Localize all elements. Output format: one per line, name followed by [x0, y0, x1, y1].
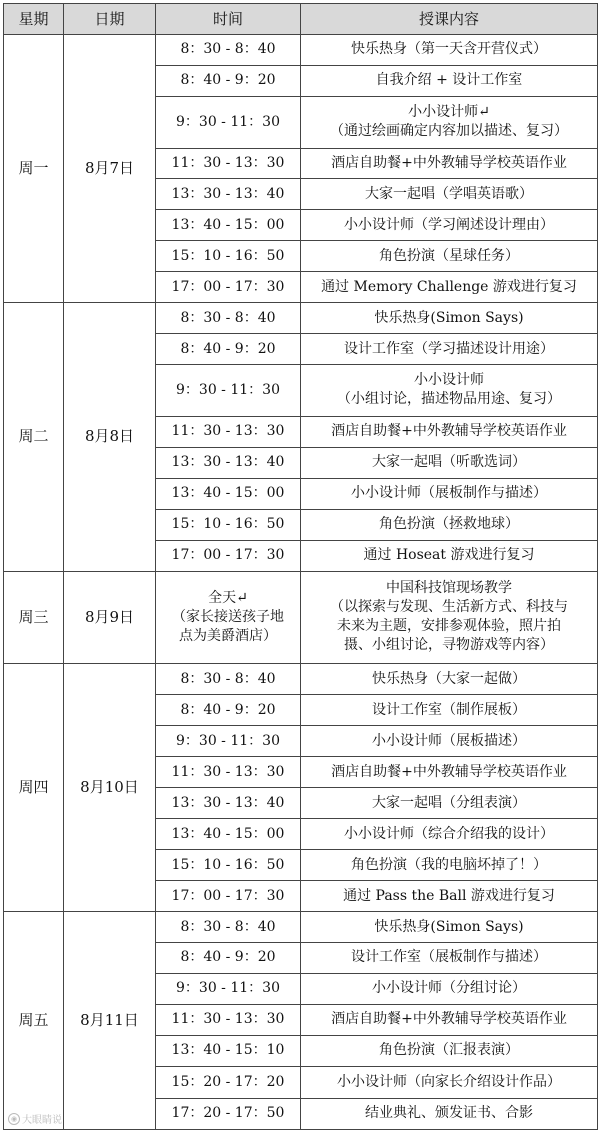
activity-cell: 结业典礼、颁发证书、合影	[301, 1098, 598, 1129]
activity-cell: 大家一起唱（听歌选词）	[301, 447, 598, 478]
time-cell: 17：00 - 17：30	[156, 540, 301, 571]
time-cell: 17：00 - 17：30	[156, 272, 301, 303]
time-cell: 11：30 - 13：30	[156, 416, 301, 447]
time-cell: 9：30 - 11：30	[156, 96, 301, 148]
weibo-logo-icon: ◉	[8, 1113, 20, 1125]
table-row	[4, 35, 598, 66]
activity-cell: 大家一起唱（分组表演）	[301, 788, 598, 819]
activity-cell: 小小设计师（分组讨论）	[301, 973, 598, 1004]
date-cell: 8月9日	[64, 571, 156, 664]
time-cell: 15：10 - 16：50	[156, 241, 301, 272]
time-cell: 15：20 - 17：20	[156, 1066, 301, 1098]
header-weekday: 星期	[4, 4, 64, 35]
time-cell: 13：40 - 15：00	[156, 478, 301, 509]
time-cell: 13：30 - 13：40	[156, 447, 301, 478]
weekday-cell: 周四	[4, 664, 64, 912]
activity-cell: 大家一起唱（学唱英语歌）	[301, 179, 598, 210]
activity-cell: 设计工作室（制作展板）	[301, 695, 598, 726]
activity-cell: 自我介绍 + 设计工作室	[301, 65, 598, 96]
time-cell: 11：30 - 13：30	[156, 757, 301, 788]
header-date: 日期	[64, 4, 156, 35]
activity-cell: 快乐热身（第一天含开营仪式）	[301, 35, 598, 66]
time-cell: 9：30 - 11：30	[156, 365, 301, 417]
activity-cell: 酒店自助餐+中外教辅导学校英语作业	[301, 416, 598, 447]
time-cell: 15：10 - 16：50	[156, 509, 301, 540]
table-row	[4, 571, 598, 664]
activity-cell: 通过 Memory Challenge 游戏进行复习	[301, 272, 598, 303]
date-cell: 8月8日	[64, 303, 156, 571]
date-cell: 8月7日	[64, 35, 156, 303]
activity-cell: 酒店自助餐+中外教辅导学校英语作业	[301, 1004, 598, 1035]
weekday-cell: 周二	[4, 303, 64, 571]
date-cell: 8月10日	[64, 664, 156, 912]
activity-cell: 小小设计师（展板制作与描述）	[301, 478, 598, 509]
weekday-cell: 周一	[4, 35, 64, 303]
activity-cell: 通过 Pass the Ball 游戏进行复习	[301, 881, 598, 912]
header-row	[4, 4, 598, 35]
time-cell: 17：00 - 17：30	[156, 881, 301, 912]
activity-cell: 角色扮演（我的电脑坏掉了！）	[301, 850, 598, 881]
time-cell: 8：30 - 8：40	[156, 35, 301, 66]
time-cell: 13：30 - 13：40	[156, 788, 301, 819]
activity-cell: 设计工作室（学习描述设计用途）	[301, 334, 598, 365]
activity-cell: 小小设计师 （小组讨论，描述物品用途、复习）	[301, 365, 598, 417]
time-cell: 9：30 - 11：30	[156, 973, 301, 1004]
time-cell: 8：30 - 8：40	[156, 303, 301, 334]
activity-cell: 角色扮演（汇报表演）	[301, 1035, 598, 1066]
time-cell: 17：20 - 17：50	[156, 1098, 301, 1129]
activity-cell: 小小设计师（向家长介绍设计作品）	[301, 1066, 598, 1098]
time-cell: 13：40 - 15：00	[156, 819, 301, 850]
time-cell: 8：40 - 9：20	[156, 695, 301, 726]
time-cell: 8：40 - 9：20	[156, 334, 301, 365]
activity-cell: 小小设计师↵ （通过绘画确定内容加以描述、复习）	[301, 96, 598, 148]
activity-cell: 小小设计师（综合介绍我的设计）	[301, 819, 598, 850]
header-time: 时间	[156, 4, 301, 35]
activity-cell: 快乐热身(Simon Says)	[301, 912, 598, 943]
table-row	[4, 912, 598, 943]
watermark-text: 大眼睛说	[22, 1115, 62, 1126]
time-cell: 11：30 - 13：30	[156, 1004, 301, 1035]
activity-cell: 快乐热身（大家一起做）	[301, 664, 598, 695]
table-row	[4, 664, 598, 695]
time-cell: 全天↵ （家长接送孩子地 点为美爵酒店）	[156, 571, 301, 664]
time-cell: 8：40 - 9：20	[156, 942, 301, 973]
schedule-body	[4, 35, 598, 1130]
activity-cell: 中国科技馆现场教学 （以探索与发现、生活新方式、科技与 未来为主题，安排参观体验，照片拍 摄、小组讨论，寻物游戏等内容）	[301, 571, 598, 664]
time-cell: 13：40 - 15：10	[156, 1035, 301, 1066]
date-cell: 8月11日	[64, 912, 156, 1130]
watermark	[8, 1111, 62, 1126]
activity-cell: 酒店自助餐+中外教辅导学校英语作业	[301, 757, 598, 788]
activity-cell: 角色扮演（拯救地球）	[301, 509, 598, 540]
activity-cell: 酒店自助餐+中外教辅导学校英语作业	[301, 148, 598, 179]
activity-cell: 通过 Hoseat 游戏进行复习	[301, 540, 598, 571]
schedule-table-container	[3, 3, 597, 1130]
time-cell: 15：10 - 16：50	[156, 850, 301, 881]
activity-cell: 小小设计师（展板描述）	[301, 726, 598, 757]
time-cell: 13：30 - 13：40	[156, 179, 301, 210]
time-cell: 11：30 - 13：30	[156, 148, 301, 179]
time-cell: 8：30 - 8：40	[156, 912, 301, 943]
schedule-table	[3, 3, 598, 1130]
time-cell: 9：30 - 11：30	[156, 726, 301, 757]
time-cell: 8：40 - 9：20	[156, 65, 301, 96]
table-row	[4, 303, 598, 334]
time-cell: 8：30 - 8：40	[156, 664, 301, 695]
time-cell: 13：40 - 15：00	[156, 210, 301, 241]
header-content: 授课内容	[301, 4, 598, 35]
weekday-cell: 周三	[4, 571, 64, 664]
activity-cell: 快乐热身(Simon Says)	[301, 303, 598, 334]
activity-cell: 小小设计师（学习阐述设计理由）	[301, 210, 598, 241]
weekday-cell: 周五	[4, 912, 64, 1130]
activity-cell: 角色扮演（星球任务）	[301, 241, 598, 272]
activity-cell: 设计工作室（展板制作与描述）	[301, 942, 598, 973]
